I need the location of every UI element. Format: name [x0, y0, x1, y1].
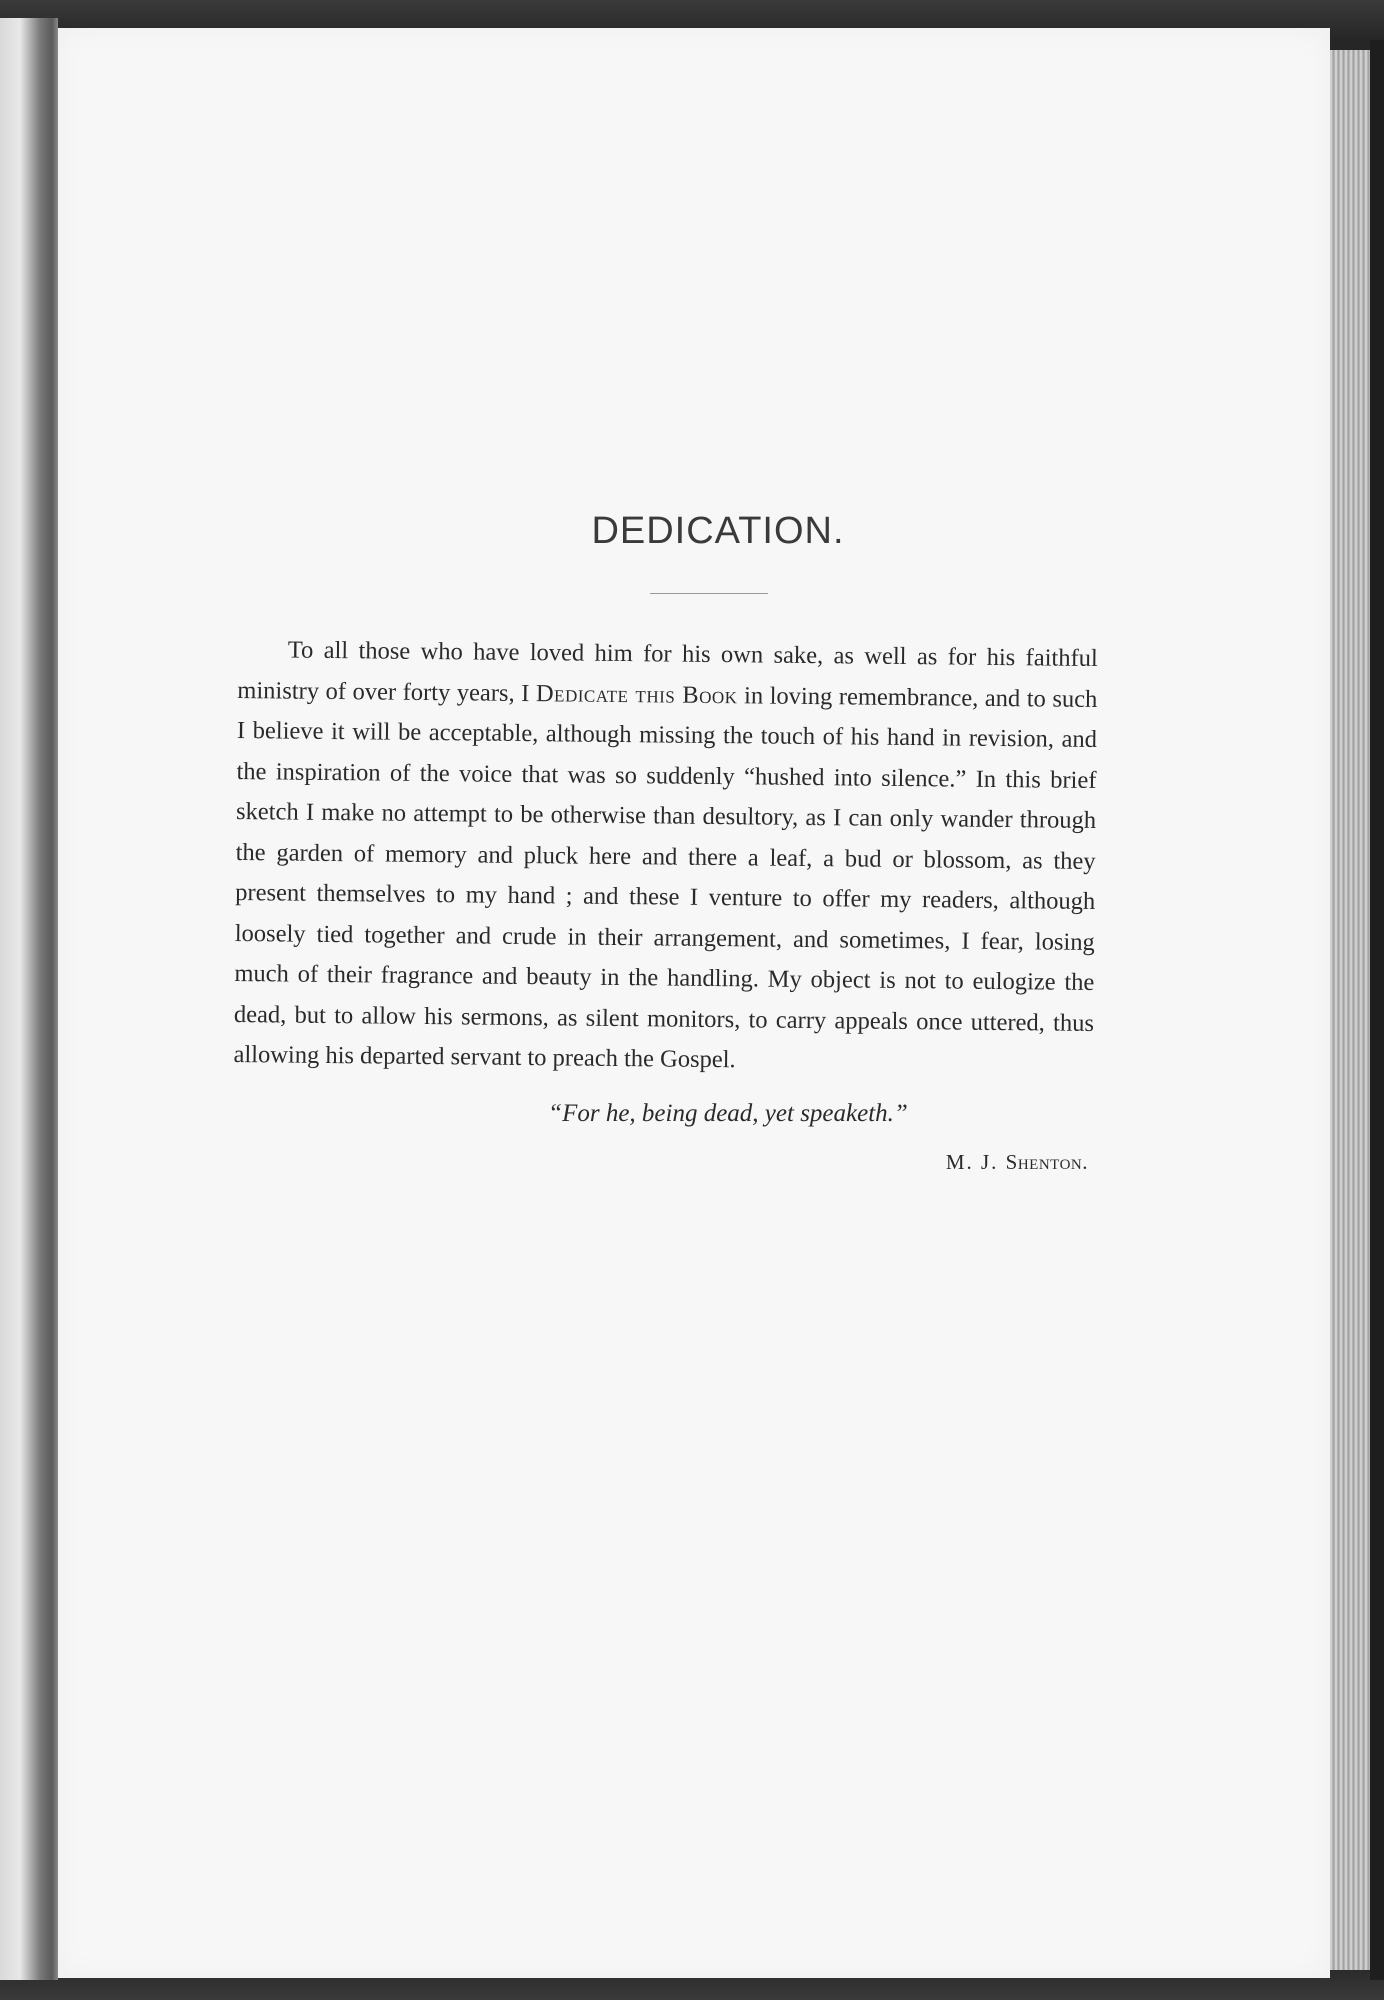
page-stack-edge [1330, 50, 1370, 1970]
dedication-content [233, 510, 1098, 1175]
paragraph-smallcaps: Dedicate this Book [535, 679, 738, 709]
paragraph-lead: To all those who have loved him for his own sake, as well as for his faithful ministry of over forty years, I [237, 636, 1098, 707]
page-stack-shadow [1370, 40, 1384, 1980]
left-page-edge [0, 18, 58, 1980]
paragraph-rest: in loving remembrance, and to such I believe it will be acceptable, although missing the touch of his hand in revision, and the inspiration of the voice that was so suddenly “hushed into silence.” In this brief sketch I make no attempt to be otherwise than desultory, as I can only wander through the garden of memory and pluck here and there a leaf, a bud or blossom, as they present themselves to my hand ; and these I venture to offer my readers, although loosely tied together and crude in their arrangement, and sometimes, I fear, losing much of their fragrance and beauty in the handling. My object is not to eulogize the dead, but to allow his sermons, as silent monitors, to carry appeals once uttered, thus allowing his departed servant to preach the Gospel. [233, 681, 1098, 1074]
signature-surname: Shenton. [1005, 1150, 1088, 1174]
scripture-quote: “For he, being dead, yet speaketh.” [548, 1100, 908, 1127]
signature-initials: M. J. [945, 1150, 1006, 1174]
dedication-paragraph [233, 630, 1098, 1084]
title-divider [650, 593, 768, 594]
signature [238, 1150, 1098, 1175]
page-title: DEDICATION. [591, 510, 845, 552]
